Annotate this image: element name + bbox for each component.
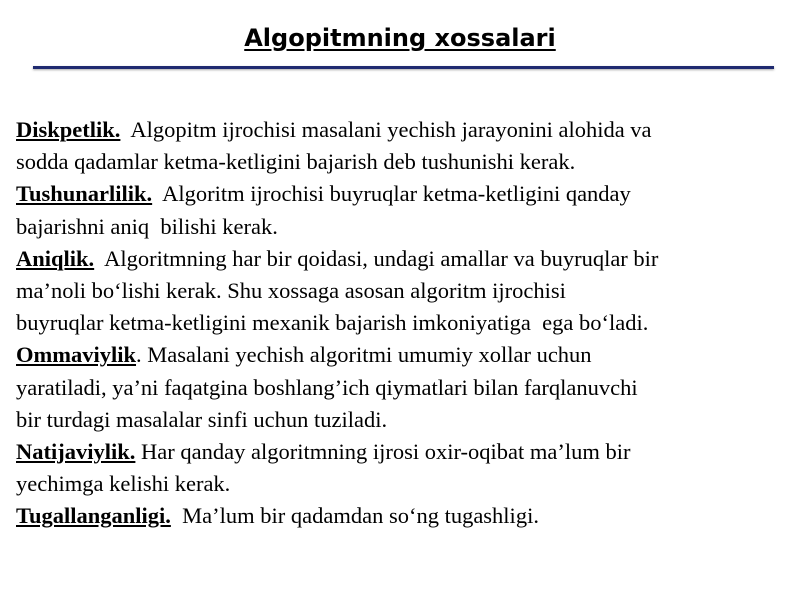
property-text: buyruqlar ketma-ketligini mexanik bajarish imkoniyatiga ega bo‘ladi. [16, 310, 649, 336]
property-text: Algopitm ijrochisi masalani yechish jarayonini alohida va [120, 117, 652, 142]
property-text: Algoritmning har bir qoidasi, undagi amallar va buyruqlar bir [94, 245, 659, 271]
title-divider [33, 66, 774, 69]
property-diskpetlik [16, 114, 788, 146]
property-tugallanganligi [16, 500, 788, 532]
property-text: sodda qadamlar ketma-ketligini bajarish deb tushunishi kerak. [16, 149, 576, 175]
property-text: bir turdagi masalalar sinfi uchun tuziladi. [16, 406, 388, 432]
property-term: Tugallanganligi. [16, 503, 171, 529]
property-text: yechimga kelishi kerak. [16, 471, 231, 497]
property-text: Algoritm ijrochisi buyruqlar ketma-ketligini qanday [152, 181, 631, 207]
property-term: Ommaviylik [16, 342, 137, 368]
property-text: yaratiladi, ya’ni faqatgina boshlang’ich qiymatlari bilan farqlanuvchi [16, 374, 638, 400]
property-ommaviylik [16, 339, 788, 371]
property-term: Aniqlik. [16, 245, 95, 271]
property-text: Ma’lum bir qadamdan so‘ng tugashligi. [170, 503, 539, 529]
property-text: Har qanday algoritmning ijrosi oxir-oqibat ma’lum bir [135, 439, 631, 465]
property-text: . Masalani yechish algoritmi umumiy xollar uchun [136, 342, 592, 368]
property-aniqlik [16, 243, 788, 275]
property-term: Diskpetlik. [16, 117, 121, 142]
property-text: bajarishni aniq bilishi kerak. [16, 213, 278, 239]
property-term: Natijaviylik. [16, 439, 136, 465]
property-term: Tushunarlilik. [16, 181, 153, 207]
slide-title: Algopitmning xossalari [244, 24, 556, 52]
property-text: ma’noli bo‘lishi kerak. Shu xossaga asosan algoritm ijrochisi [16, 278, 566, 304]
property-natijaviylik [16, 436, 788, 468]
property-tushunarlilik [16, 178, 788, 210]
properties-list [16, 114, 788, 533]
